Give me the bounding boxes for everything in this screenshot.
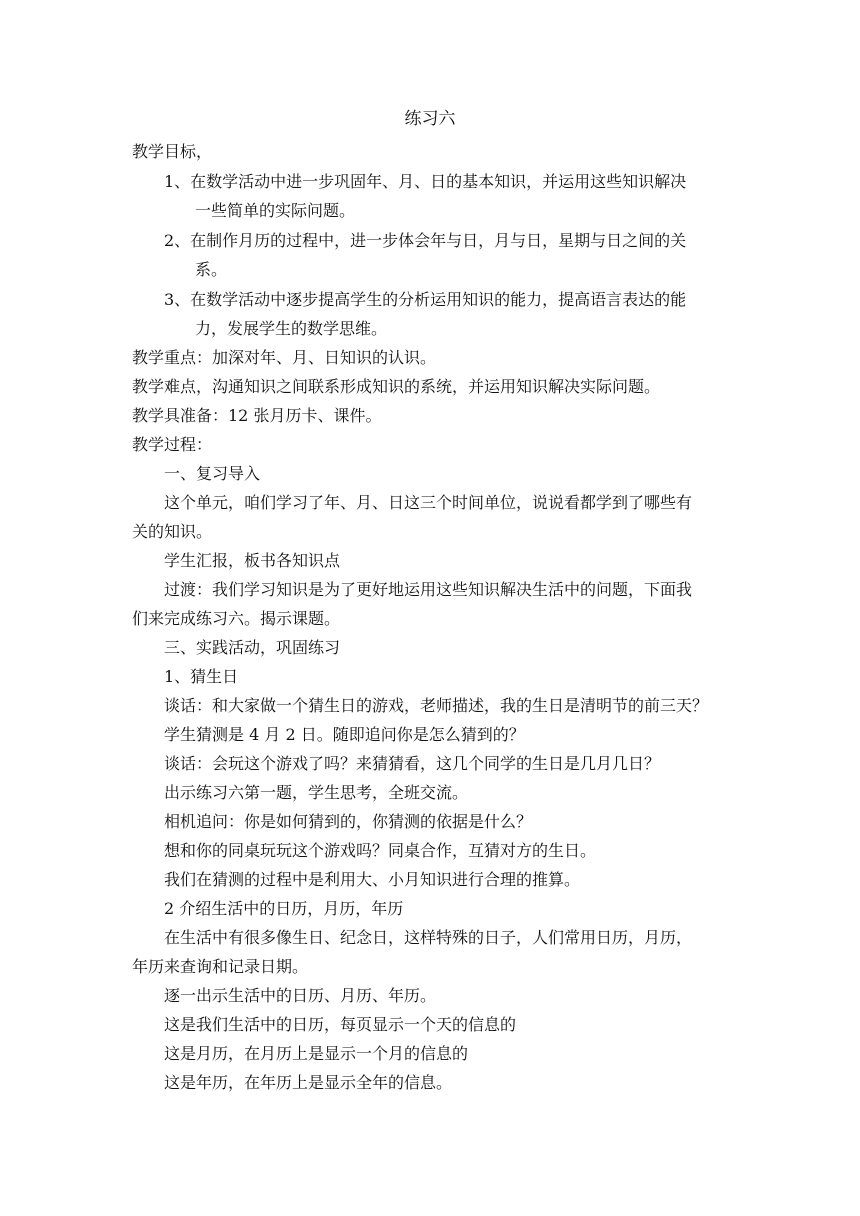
process-heading: 教学过程： — [132, 435, 213, 454]
goal-3-line-2: 力，发展学生的数学思维。 — [195, 319, 388, 338]
paragraph-7: 出示练习六第一题，学生思考，全班交流。 — [164, 783, 469, 802]
paragraph-11-line-1: 在生活中有很多像生日、纪念日，这样特殊的日子，人们常用日历，月历， — [164, 928, 693, 947]
paragraph-3-line-2: 们来完成练习六。揭示课题。 — [132, 609, 341, 628]
paragraph-5: 学生猜测是 4 月 2 日。随即追问你是怎么猜到的？ — [164, 725, 525, 744]
paragraph-1-line-1: 这个单元，咱们学习了年、月、日这三个时间单位，说说看都学到了哪些有 — [164, 493, 693, 512]
paragraph-1-line-2: 关的知识。 — [132, 522, 213, 541]
paragraph-12: 逐一出示生活中的日历、月历、年历。 — [164, 986, 437, 1005]
paragraph-15: 这是年历，在年历上是显示全年的信息。 — [164, 1073, 453, 1092]
paragraph-11-line-2: 年历来查询和记录日期。 — [132, 957, 309, 976]
paragraph-9: 想和你的同桌玩玩这个游戏吗？同桌合作，互猜对方的生日。 — [164, 841, 597, 860]
section-3-heading: 三、实践活动，巩固练习 — [164, 638, 341, 657]
key-point: 教学重点：加深对年、月、日知识的认识。 — [132, 348, 437, 367]
item-1-heading: 1、猜生日 — [164, 667, 239, 686]
preparation: 教学具准备：12 张月历卡、课件。 — [132, 406, 382, 425]
goal-2-line-1: 2、在制作月历的过程中，进一步体会年与日，月与日，星期与日之间的关 — [164, 231, 687, 250]
paragraph-4: 谈话：和大家做一个猜生日的游戏，老师描述，我的生日是清明节的前三天？ — [164, 696, 709, 715]
paragraph-3-line-1: 过渡：我们学习知识是为了更好地运用这些知识解决生活中的问题，下面我 — [164, 580, 693, 599]
section-1-heading: 一、复习导入 — [164, 464, 261, 483]
paragraph-10: 我们在猜测的过程中是利用大、小月知识进行合理的推算。 — [164, 870, 581, 889]
paragraph-2: 学生汇报，板书各知识点 — [164, 551, 341, 570]
difficulty: 教学难点，沟通知识之间联系形成知识的系统，并运用知识解决实际问题。 — [132, 377, 661, 396]
paragraph-13: 这是我们生活中的日历，每页显示一个天的信息的 — [164, 1015, 517, 1034]
goal-2-line-2: 系。 — [195, 260, 228, 279]
paragraph-8: 相机追问：你是如何猜到的，你猜测的依据是什么？ — [164, 812, 533, 831]
paragraph-6: 谈话：会玩这个游戏了吗？来猜猜看，这几个同学的生日是几月几日？ — [164, 754, 661, 773]
document-title: 练习六 — [404, 109, 456, 129]
goal-3-line-1: 3、在数学活动中逐步提高学生的分析运用知识的能力，提高语言表达的能 — [164, 290, 687, 309]
goals-heading: 教学目标， — [132, 142, 213, 161]
item-2-heading: 2 介绍生活中的日历，月历，年历 — [164, 899, 404, 918]
paragraph-14: 这是月历，在月历上是显示一个月的信息的 — [164, 1044, 469, 1063]
goal-1-line-2: 一些简单的实际问题。 — [195, 201, 356, 220]
goal-1-line-1: 1、在数学活动中进一步巩固年、月、日的基本知识，并运用这些知识解决 — [164, 172, 687, 191]
